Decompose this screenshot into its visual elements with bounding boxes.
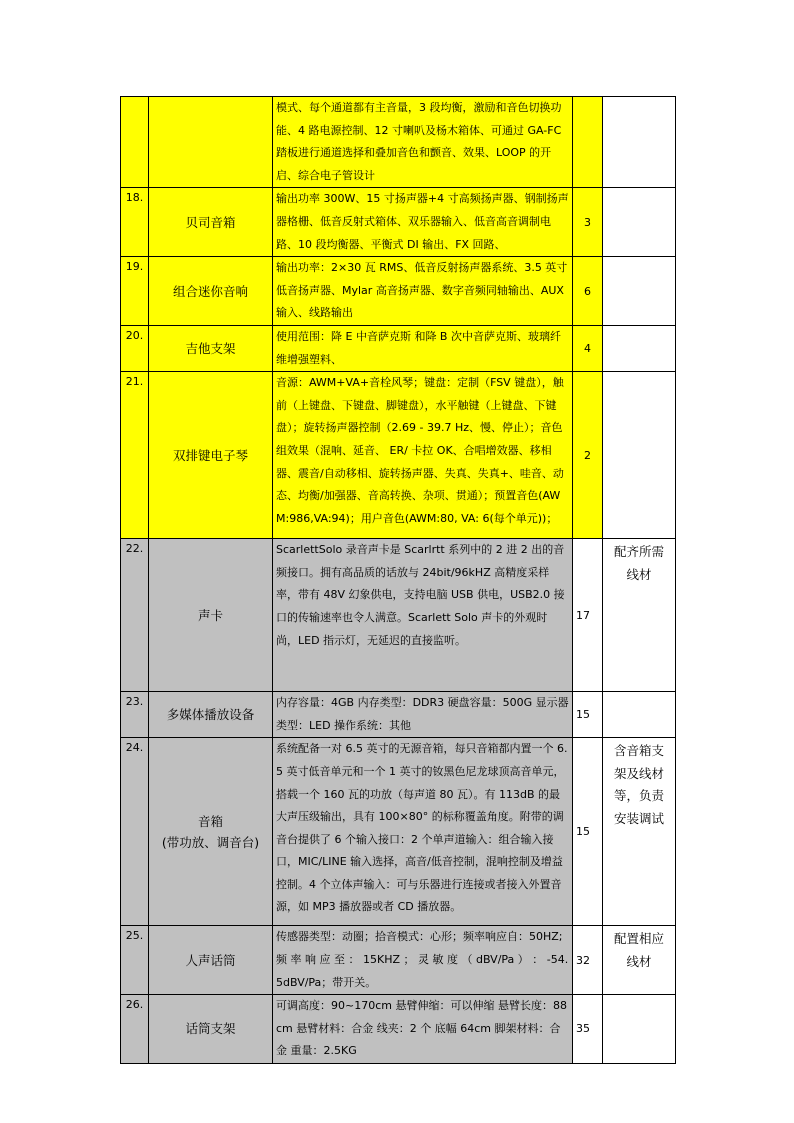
row-number: 25.: [121, 926, 149, 995]
item-name: 声卡: [149, 539, 273, 692]
table-row: [121, 325, 676, 371]
item-description: ScarlettSolo 录音声卡是 Scarlrtt 系列中的 2 进 2 出的音频接口。拥有高品质的话放与 24bit/96kHZ 高精度采样率，带有 48V 幻象供电，支持电脑 USB 供电，USB2.0 接口的传输速率也令人满意。Scarlett Solo 声卡的外观时尚，LED 指示灯，无延迟的直接监听。: [273, 539, 573, 692]
row-number: 26.: [121, 995, 149, 1064]
item-quantity: 32: [573, 926, 603, 995]
item-note: 配置相应线材: [603, 926, 676, 995]
item-description: 传感器类型：动圈；拾音模式：心形；频率响应自：50HZ; 频 率 响 应 至 ： 15KHZ ； 灵 敏 度 （ dBV/Pa ） ： -54.5dBV/Pa；带开关。: [273, 926, 573, 995]
row-number: 18.: [121, 188, 149, 257]
table-row: [121, 97, 676, 188]
item-quantity: 15: [573, 738, 603, 926]
table-row: [121, 539, 676, 692]
item-name: 双排键电子琴: [149, 372, 273, 539]
item-description: 可调高度：90~170cm 悬臂伸缩：可以伸缩 悬臂长度：88cm 悬臂材料：合金 线夹：2 个 底幅 64cm 脚架材料：合金 重量：2.5KG: [273, 995, 573, 1064]
item-name: 组合迷你音响: [149, 257, 273, 326]
row-number: [121, 97, 149, 188]
equipment-spec-table: [120, 96, 676, 1064]
item-note: [603, 372, 676, 539]
item-quantity: 35: [573, 995, 603, 1064]
item-quantity: [573, 97, 603, 188]
item-quantity: 15: [573, 692, 603, 738]
item-description: 模式、每个通道都有主音量，3 段均衡，激励和音色切换功能、4 路电源控制、12 寸喇叭及杨木箱体、可通过 GA-FC 踏板进行通道选择和叠加音色和颤音、效果、LOOP 的开启、综合电子管设计: [273, 97, 573, 188]
item-quantity: 6: [573, 257, 603, 326]
item-description: 系统配备一对 6.5 英寸的无源音箱，每只音箱都内置一个 6.5 英寸低音单元和一个 1 英寸的钕黑色尼龙球顶高音单元，搭载一个 160 瓦的功放（每声道 80 瓦）。有 113dB 的最大声压级输出，具有 100×80° 的标称覆盖角度。附带的调音台提供了 6 个输入接口：2 个单声道输入：组合输入接口，MIC/LINE 输入选择，高音/低音控制，混响控制及增益控制。4 个立体声输入：可与乐器进行连接或者接入外置音源，如 MP3 播放器或者 CD 播放器。: [273, 738, 573, 926]
item-description: 内存容量：4GB 内存类型：DDR3 硬盘容量：500G 显示器类型：LED 操作系统：其他: [273, 692, 573, 738]
item-description: 使用范围：降 E 中音萨克斯 和降 B 次中音萨克斯、玻璃纤维增强塑料、: [273, 325, 573, 371]
row-number: 24.: [121, 738, 149, 926]
item-note: [603, 257, 676, 326]
item-note: 含音箱支架及线材等，负责安装调试: [603, 738, 676, 926]
table-row: [121, 692, 676, 738]
item-quantity: 2: [573, 372, 603, 539]
table-row: [121, 995, 676, 1064]
item-name: 吉他支架: [149, 325, 273, 371]
item-name: [149, 738, 273, 926]
row-number: 23.: [121, 692, 149, 738]
item-name-sub: (带功放、调音台): [161, 834, 260, 850]
item-quantity: 3: [573, 188, 603, 257]
item-quantity: 17: [573, 539, 603, 692]
table-row: [121, 926, 676, 995]
row-number: 21.: [121, 372, 149, 539]
table-row: [121, 738, 676, 926]
item-note: [603, 97, 676, 188]
row-number: 19.: [121, 257, 149, 326]
row-number: 20.: [121, 325, 149, 371]
table-row: [121, 188, 676, 257]
item-name-main: 音箱: [197, 813, 223, 829]
item-name: 人声话筒: [149, 926, 273, 995]
item-note: [603, 692, 676, 738]
table-row: [121, 257, 676, 326]
item-name: 话筒支架: [149, 995, 273, 1064]
item-description: 音源：AWM+VA+音栓风琴；键盘：定制（FSV 键盘），触前（上键盘、下键盘、脚键盘），水平触键（上键盘、下键盘）；旋转扬声器控制（2.69 - 39.7 Hz、慢、停止）；音色组效果（混响、延音、 ER/ 卡拉 OK、合唱增效器、移相器、震音/自动移相、旋转扬声器、失真、失真+、哇音、动态、均衡/加强器、音高转换、杂项、贯通）；预置音色(AWM:986,VA:94)；用户音色(AWM:80, VA: 6(每个单元))；: [273, 372, 573, 539]
item-note: [603, 188, 676, 257]
item-description: 输出功率 300W、15 寸扬声器+4 寸高频扬声器、钢制扬声器格栅、低音反射式箱体、双乐器输入、低音高音调制电路、10 段均衡器、平衡式 DI 输出、FX 回路、: [273, 188, 573, 257]
item-note: [603, 995, 676, 1064]
item-quantity: 4: [573, 325, 603, 371]
item-name: 多媒体播放设备: [149, 692, 273, 738]
item-note: [603, 325, 676, 371]
row-number: 22.: [121, 539, 149, 692]
item-name: 贝司音箱: [149, 188, 273, 257]
table-row: [121, 372, 676, 539]
item-description: 输出功率：2×30 瓦 RMS、低音反射扬声器系统、3.5 英寸低音扬声器、Mylar 高音扬声器、数字音频同轴输出、AUX 输入、线路输出: [273, 257, 573, 326]
item-name: [149, 97, 273, 188]
item-note: 配齐所需线材: [603, 539, 676, 692]
